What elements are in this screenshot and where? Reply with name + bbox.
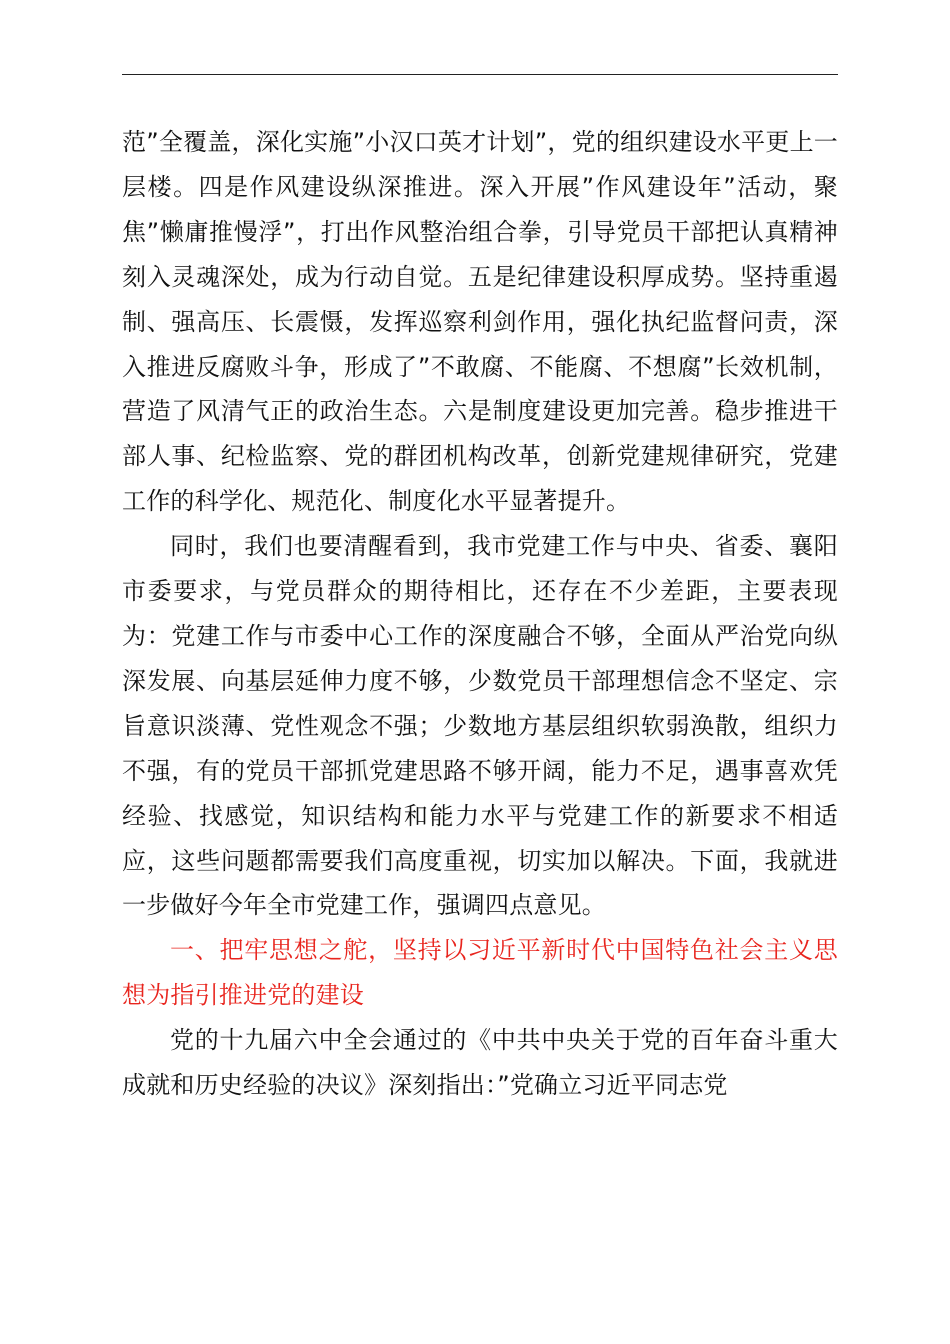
header-rule [122, 74, 838, 75]
paragraph-continuation: 范”全覆盖，深化实施”小汉口英才计划”，党的组织建设水平更上一层楼。四是作风建设纵深推进。深入开展”作风建设年”活动，聚焦”懒庸推慢浮”，打出作风整治组合拳，引导党员干部把认真精神刻入灵魂深处，成为行动自觉。五是纪律建设积厚成势。坚持重遏制、强高压、长震慑，发挥巡察利剑作用，强化执纪监督问责，深入推进反腐败斗争，形成了”不敢腐、不能腐、不想腐”长效机制，营造了风清气正的政治生态。六是制度建设更加完善。稳步推进干部人事、纪检监察、党的群团机构改革，创新党建规律研究，党建工作的科学化、规范化、制度化水平显著提升。 [122, 128, 838, 516]
document-body [122, 120, 838, 1108]
paragraph-shortcomings: 同时，我们也要清醒看到，我市党建工作与中央、省委、襄阳市委要求，与党员群众的期待相比，还存在不少差距，主要表现为：党建工作与市委中心工作的深度融合不够，全面从严治党向纵深发展、向基层延伸力度不够，少数党员干部理想信念不坚定、宗旨意识淡薄、党性观念不强；少数地方基层组织软弱涣散，组织力不强，有的党员干部抓党建思路不够开阔，能力不足，遇事喜欢凭经验、找感觉，知识结构和能力水平与党建工作的新要求不相适应，这些问题都需要我们高度重视，切实加以解决。下面，我就进一步做好今年全市党建工作，强调四点意见。 [122, 532, 838, 920]
section-heading-1: 一、把牢思想之舵，坚持以习近平新时代中国特色社会主义思想为指引推进党的建设 [122, 936, 838, 1010]
paragraph-resolution-quote: 党的十九届六中全会通过的《中共中央关于党的百年奋斗重大成就和历史经验的决议》深刻指出：”党确立习近平同志党 [122, 1026, 838, 1100]
